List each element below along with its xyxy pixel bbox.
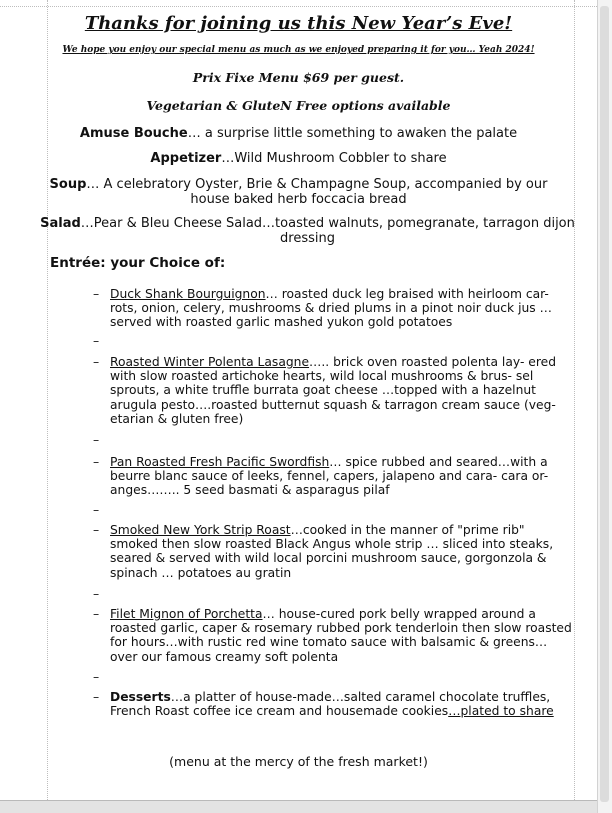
scrollbar-thumb[interactable] bbox=[600, 6, 609, 802]
list-dash: – bbox=[93, 587, 100, 601]
dish-description: … roasted duck leg braised with heirloom car- rots, onion, celery, mushrooms & dried plums in a pinot noir duck jus …served with roasted garlic mashed yukon gold potatoes bbox=[110, 287, 552, 330]
course-name: Appetizer bbox=[150, 151, 222, 166]
list-dash: – bbox=[93, 287, 100, 301]
entree-item-strip-roast bbox=[110, 523, 572, 580]
list-dash: – bbox=[93, 355, 100, 369]
list-dash: – bbox=[93, 334, 100, 348]
course-description: …Pear & Bleu Cheese Salad…toasted walnuts, pomegranate, tarragon dijon bbox=[80, 216, 575, 231]
dish-name: Smoked New York Strip Roast bbox=[110, 523, 291, 537]
prix-fixe-line: Prix Fixe Menu $69 per guest. bbox=[192, 70, 405, 85]
course-description: … A celebratory Oyster, Brie & Champagne Soup, accompanied by our bbox=[86, 177, 548, 192]
dietary-options-line: Vegetarian & GluteN Free options available bbox=[146, 98, 451, 113]
dish-description: …cooked in the manner of "prime rib" smoked then slow roasted Black Angus whole strip … sliced into steaks, seared & served with wild local porcini mushroom sauce, gorgonzola & spinach … potatoes au gratin bbox=[110, 523, 554, 580]
course-description: … a surprise little something to awaken the palate bbox=[187, 126, 518, 141]
menu-subtitle: We hope you enjoy our special menu as much as we enjoyed preparing it for you… Yeah 2024! bbox=[62, 45, 535, 55]
course-description-continued: dressing bbox=[280, 231, 335, 246]
entree-item-porchetta bbox=[110, 607, 572, 664]
list-dash: – bbox=[93, 503, 100, 517]
list-dash: – bbox=[93, 433, 100, 447]
dish-name: Pan Roasted Fresh Pacific Swordfish bbox=[110, 455, 330, 469]
margin-guide-right bbox=[574, 0, 575, 800]
course-description-continued: house baked herb foccacia bread bbox=[190, 192, 407, 207]
dish-name: Duck Shank Bourguignon bbox=[110, 287, 266, 301]
list-dash: – bbox=[93, 690, 100, 704]
entree-item-polenta-lasagne bbox=[110, 355, 572, 426]
dish-description: … house-cured pork belly wrapped around a roasted garlic, caper & rosemary rubbed pork tenderloin then slow roasted for hours…with rustic red wine tomato sauce with balsamic & greens… over our famous creamy soft polenta bbox=[110, 607, 572, 664]
dish-description: … spice rubbed and seared…with a beurre blanc sauce of leeks, fennel, capers, jalapeno and cara- cara or- anges…….. 5 seed basmati & asparagus pilaf bbox=[110, 455, 549, 498]
desserts-item bbox=[110, 690, 572, 718]
list-dash: – bbox=[93, 670, 100, 684]
list-dash: – bbox=[93, 607, 100, 621]
dish-description: ….. brick oven roasted polenta lay- ered with slow roasted artichoke hearts, wild local mushrooms & brus- sel sprouts, a white truffle burrata goat cheese …topped with a hazelnut arugula pesto….roasted butternut squash & tarragon cream sauce (veg- etarian & gluten free) bbox=[110, 355, 557, 426]
menu-title: Thanks for joining us this New Year’s Eve! bbox=[84, 13, 513, 34]
course-amuse-bouche bbox=[0, 126, 597, 141]
course-description: …Wild Mushroom Cobbler to share bbox=[221, 151, 447, 166]
course-name: Amuse Bouche bbox=[79, 126, 188, 141]
dish-name: Filet Mignon of Porchetta bbox=[110, 607, 263, 621]
margin-guide-left bbox=[47, 0, 48, 800]
dish-name: Desserts bbox=[110, 690, 171, 704]
market-footnote: (menu at the mercy of the fresh market!) bbox=[169, 754, 428, 769]
course-salad bbox=[30, 216, 585, 246]
list-dash: – bbox=[93, 523, 100, 537]
entree-heading: Entrée: your Choice of: bbox=[50, 255, 226, 271]
list-dash: – bbox=[93, 455, 100, 469]
vertical-scrollbar[interactable] bbox=[597, 0, 612, 813]
page-gap bbox=[0, 801, 598, 813]
course-name: Soup bbox=[49, 177, 87, 192]
dish-name: Roasted Winter Polenta Lasagne bbox=[110, 355, 310, 369]
course-name: Salad bbox=[40, 216, 81, 231]
course-soup bbox=[30, 177, 567, 207]
course-appetizer bbox=[0, 151, 597, 166]
margin-guide-top bbox=[0, 6, 597, 7]
dish-description-tail: …plated to share bbox=[448, 704, 554, 719]
entree-item-swordfish bbox=[110, 455, 572, 498]
dish-description: …a platter of house-made…salted caramel chocolate truffles, French Roast coffee ice cream and housemade cookies bbox=[110, 690, 551, 719]
entree-item-duck bbox=[110, 287, 572, 330]
